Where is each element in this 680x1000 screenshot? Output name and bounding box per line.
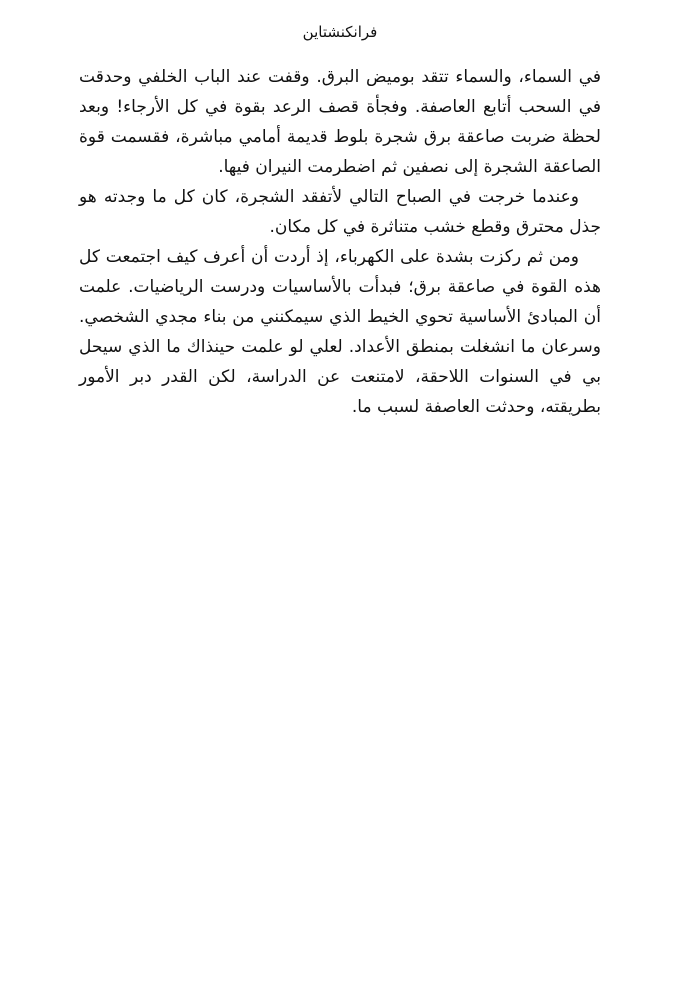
paragraph-3: ومن ثم ركزت بشدة على الكهرباء، إذ أردت أن أعرف كيف اجتمعت كل هذه القوة في صاعقة برق؛ فبدأت بالأساسيات ودرست الرياضيات. علمت أن المبادئ الأساسية تحوي الخيط الذي سيمكنني من بناء مجدي الشخصي. وسرعان ما انشغلت بمنطق الأعداد. لعلي لو علمت حينذاك ما الذي سيحل بي في السنوات اللاحقة، لامتنعت عن الدراسة، لكن القدر دبر الأمور بطريقته، وحدثت العاصفة لسبب ما. [79,247,601,417]
paragraph-1: في السماء، والسماء تتقد بوميض البرق. وقفت عند الباب الخلفي وحدقت في السحب أتابع العاصفة. وفجأة قصف الرعد بقوة في كل الأرجاء! وبعد لحظة ضربت صاعقة برق شجرة بلوط قديمة أمامي مباشرة، فقسمت قوة الصاعقة الشجرة إلى نصفين ثم اضطرمت النيران فيها. [79,67,601,177]
body-text [79,62,601,422]
running-header-title: فرانكنشتاين [302,23,378,41]
paragraph-2: وعندما خرجت في الصباح التالي لأتفقد الشجرة، كان كل ما وجدته هو جذل محترق وقطع خشب متناثرة في كل مكان. [79,187,601,237]
